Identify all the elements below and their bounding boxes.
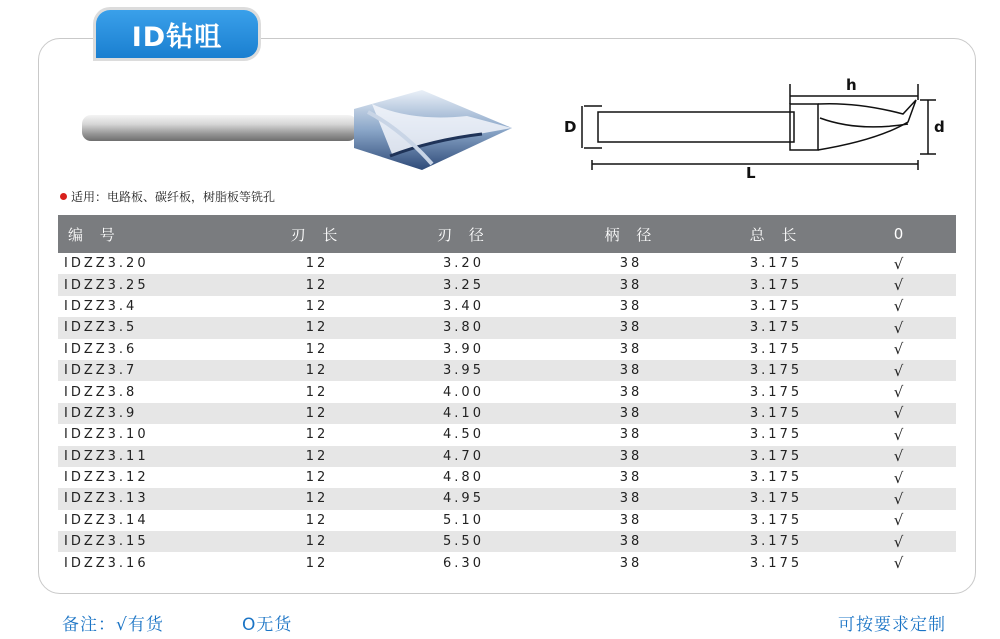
cell-stock: √ (893, 425, 904, 444)
cell-blade-diameter: 3.90 (443, 341, 484, 357)
cell-stock: √ (893, 361, 904, 380)
cell-total-length: 3.175 (749, 320, 803, 336)
table-body (58, 253, 956, 574)
cell-code: IDZZ3.9 (64, 405, 138, 421)
cell-code: IDZZ3.13 (64, 491, 149, 507)
footer-note-in-stock: 备注：√有货 (62, 615, 164, 635)
cell-blade-length: 12 (305, 320, 329, 336)
cell-shank-diameter: 38 (619, 512, 643, 528)
header-total-length: 总 长 (749, 225, 803, 244)
cell-code: IDZZ3.12 (64, 470, 149, 486)
cell-blade-length: 12 (305, 405, 329, 421)
cell-code: IDZZ3.10 (64, 427, 149, 443)
cell-total-length: 3.175 (749, 341, 803, 357)
cell-blade-diameter: 5.10 (443, 512, 484, 528)
cell-total-length: 3.175 (749, 363, 803, 379)
cell-code: IDZZ3.14 (64, 512, 149, 528)
drill-bit-image (72, 82, 532, 174)
cell-blade-length: 12 (305, 384, 329, 400)
cell-code: IDZZ3.4 (64, 298, 138, 314)
cell-stock: √ (893, 276, 904, 295)
table-row (58, 531, 956, 552)
cell-blade-length: 12 (305, 470, 329, 486)
diagram-label-h: h (846, 76, 857, 94)
header-shank-diameter: 柄 径 (604, 225, 658, 244)
cell-code: IDZZ3.8 (64, 384, 138, 400)
cell-shank-diameter: 38 (619, 555, 643, 571)
footer-custom: 可按要求定制 (838, 615, 946, 635)
table-row (58, 274, 956, 295)
table-row (58, 381, 956, 402)
cell-shank-diameter: 38 (619, 448, 643, 464)
cell-blade-diameter: 4.95 (443, 491, 484, 507)
cell-blade-length: 12 (305, 534, 329, 550)
cell-shank-diameter: 38 (619, 320, 643, 336)
cell-shank-diameter: 38 (619, 405, 643, 421)
cell-blade-diameter: 3.95 (443, 363, 484, 379)
cell-code: IDZZ3.25 (64, 277, 149, 293)
cell-stock: √ (893, 489, 904, 508)
cell-total-length: 3.175 (749, 512, 803, 528)
cell-code: IDZZ3.15 (64, 534, 149, 550)
cell-code: IDZZ3.11 (64, 448, 149, 464)
cell-stock: √ (893, 254, 904, 273)
cell-shank-diameter: 38 (619, 534, 643, 550)
cell-shank-diameter: 38 (619, 256, 643, 272)
cell-shank-diameter: 38 (619, 277, 643, 293)
cell-total-length: 3.175 (749, 384, 803, 400)
table-row (58, 467, 956, 488)
cell-blade-length: 12 (305, 448, 329, 464)
bullet-icon (60, 193, 67, 200)
cell-blade-diameter: 6.30 (443, 555, 484, 571)
cell-blade-length: 12 (305, 512, 329, 528)
cell-blade-length: 12 (305, 427, 329, 443)
cell-blade-diameter: 3.40 (443, 298, 484, 314)
cell-shank-diameter: 38 (619, 470, 643, 486)
cell-blade-diameter: 3.20 (443, 256, 484, 272)
cell-blade-diameter: 4.10 (443, 405, 484, 421)
cell-total-length: 3.175 (749, 298, 803, 314)
table-row (58, 446, 956, 467)
page-title: ID钻咀 (96, 10, 258, 58)
cell-shank-diameter: 38 (619, 341, 643, 357)
cell-shank-diameter: 38 (619, 491, 643, 507)
table-row (58, 296, 956, 317)
cell-code: IDZZ3.6 (64, 341, 138, 357)
table-row (58, 403, 956, 424)
header-blade-length: 刃 长 (290, 225, 344, 244)
table-row (58, 339, 956, 360)
table-row (58, 552, 956, 573)
footer-note-out-of-stock: O无货 (242, 615, 293, 635)
cell-code: IDZZ3.16 (64, 555, 149, 571)
cell-blade-diameter: 4.50 (443, 427, 484, 443)
cell-shank-diameter: 38 (619, 384, 643, 400)
cell-blade-length: 12 (305, 341, 329, 357)
cell-stock: √ (893, 447, 904, 466)
cell-total-length: 3.175 (749, 448, 803, 464)
header-code: 编 号 (68, 225, 121, 244)
cell-blade-diameter: 3.80 (443, 320, 484, 336)
table-row (58, 488, 956, 509)
cell-stock: √ (893, 532, 904, 551)
cell-total-length: 3.175 (749, 491, 803, 507)
cell-stock: √ (893, 340, 904, 359)
cell-total-length: 3.175 (749, 277, 803, 293)
cell-blade-length: 12 (305, 363, 329, 379)
cell-blade-diameter: 3.25 (443, 277, 484, 293)
cell-stock: √ (893, 318, 904, 337)
table-row (58, 360, 956, 381)
cell-stock: √ (893, 511, 904, 530)
header-stock: 0 (893, 225, 904, 243)
cell-stock: √ (893, 404, 904, 423)
header-blade-diameter: 刃 径 (437, 225, 490, 244)
diagram-label-D: D (564, 118, 577, 136)
usage-text: 适用：电路板、碳纤板，树脂板等铣孔 (71, 190, 276, 204)
cell-stock: √ (893, 297, 904, 316)
cell-total-length: 3.175 (749, 256, 803, 272)
cell-code: IDZZ3.7 (64, 363, 138, 379)
cell-shank-diameter: 38 (619, 427, 643, 443)
cell-total-length: 3.175 (749, 405, 803, 421)
cell-stock: √ (893, 554, 904, 573)
usage-note (60, 188, 275, 205)
cell-blade-diameter: 4.00 (443, 384, 484, 400)
cell-total-length: 3.175 (749, 427, 803, 443)
cell-shank-diameter: 38 (619, 363, 643, 379)
cell-blade-diameter: 4.80 (443, 470, 484, 486)
diagram-label-d: d (934, 118, 945, 136)
table-row (58, 317, 956, 338)
table-row (58, 510, 956, 531)
cell-stock: √ (893, 468, 904, 487)
cell-blade-diameter: 5.50 (443, 534, 484, 550)
spec-table (58, 215, 956, 574)
cell-code: IDZZ3.20 (64, 256, 149, 272)
cell-shank-diameter: 38 (619, 298, 643, 314)
cell-stock: √ (893, 383, 904, 402)
cell-blade-length: 12 (305, 277, 329, 293)
cell-total-length: 3.175 (749, 555, 803, 571)
cell-blade-diameter: 4.70 (443, 448, 484, 464)
cell-code: IDZZ3.5 (64, 320, 138, 336)
cell-blade-length: 12 (305, 298, 329, 314)
cell-blade-length: 12 (305, 555, 329, 571)
table-row (58, 424, 956, 445)
cell-total-length: 3.175 (749, 470, 803, 486)
dimension-diagram (558, 72, 948, 184)
cell-blade-length: 12 (305, 491, 329, 507)
table-header (58, 215, 956, 253)
cell-total-length: 3.175 (749, 534, 803, 550)
diagram-label-L: L (746, 164, 756, 182)
cell-blade-length: 12 (305, 256, 329, 272)
table-row (58, 253, 956, 274)
